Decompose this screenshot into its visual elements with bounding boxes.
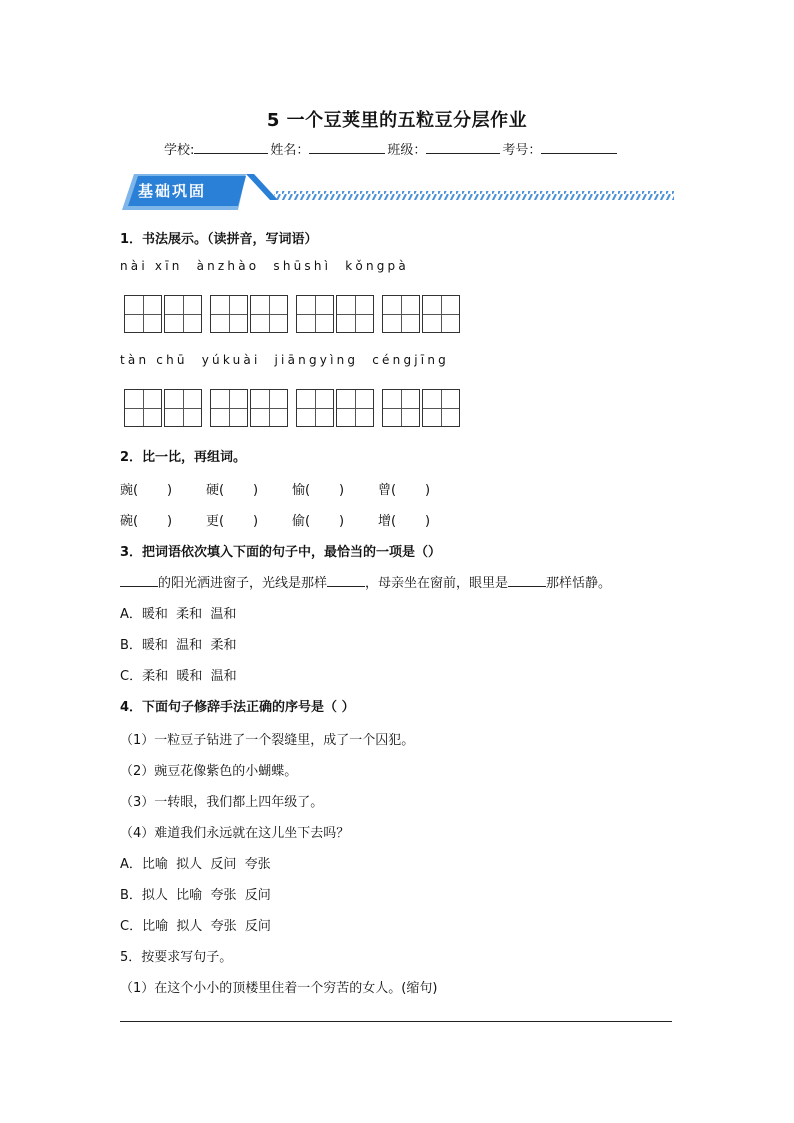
tianzige-group <box>124 295 204 333</box>
tianzige-cell[interactable] <box>164 389 202 427</box>
tianzige-cell[interactable] <box>296 295 334 333</box>
q4-item-1: （1）一粒豆子钻进了一个裂缝里，成了一个囚犯。 <box>120 733 415 748</box>
q2-prompt: 2．比一比，再组词。 <box>120 450 247 465</box>
q2-item: 豌( ) <box>120 483 173 498</box>
q1-pinyin-row-2: tàn chū yúkuài jiāngyìng céngjīng <box>120 353 449 367</box>
q2-item: 更( ) <box>206 514 259 529</box>
q2-item: 曾( ) <box>378 483 431 498</box>
tianzige-cell[interactable] <box>336 389 374 427</box>
q4-option-c[interactable]: C．比喻 拟人 夸张 反问 <box>120 919 271 934</box>
q4-item-3: （3）一转眼，我们都上四年级了。 <box>120 795 324 810</box>
q4-option-a[interactable]: A．比喻 拟人 反问 夸张 <box>120 857 271 872</box>
q1-prompt: 1．书法展示。（读拼音，写词语） <box>120 232 318 247</box>
q5-item-1: （1）在这个小小的顶楼里住着一个穷苦的女人。(缩句) <box>120 981 438 996</box>
tianzige-cell[interactable] <box>124 295 162 333</box>
tianzige-cell[interactable] <box>250 295 288 333</box>
name-field[interactable] <box>309 139 385 154</box>
q3-sentence-part: 的阳光洒进窗子，光线是那样 <box>158 576 328 591</box>
q3-sentence-part: 那样恬静。 <box>546 576 612 591</box>
tianzige-group <box>382 295 462 333</box>
q4-prompt: 4．下面句子修辞手法正确的序号是（ ） <box>120 700 355 715</box>
q3-sentence <box>120 572 611 591</box>
q4-option-b[interactable]: B．拟人 比喻 夸张 反问 <box>120 888 271 903</box>
blank-line[interactable] <box>508 573 546 587</box>
q2-item: 偷( ) <box>292 514 345 529</box>
tianzige-cell[interactable] <box>382 295 420 333</box>
class-label: 班级： <box>387 143 427 158</box>
page-title: 5 一个豆荚里的五粒豆分层作业 <box>266 110 528 131</box>
tianzige-cell[interactable] <box>382 389 420 427</box>
tianzige-cell[interactable] <box>164 295 202 333</box>
tianzige-group <box>210 295 290 333</box>
tianzige-group <box>296 295 376 333</box>
tianzige-cell[interactable] <box>422 295 460 333</box>
q2-row-2 <box>120 510 464 529</box>
class-field[interactable] <box>426 139 500 154</box>
name-label: 姓名： <box>270 143 310 158</box>
tianzige-group <box>296 389 376 427</box>
tianzige-cell[interactable] <box>296 389 334 427</box>
exam-no-label: 考号： <box>502 143 542 158</box>
q2-item: 碗( ) <box>120 514 173 529</box>
q4-item-4: （4）难道我们永远就在这儿坐下去吗？ <box>120 826 350 841</box>
q3-prompt: 3．把词语依次填入下面的句子中，最恰当的一项是（） <box>120 545 442 560</box>
tianzige-cell[interactable] <box>124 389 162 427</box>
q3-option-c[interactable]: C．柔和 暖和 温和 <box>120 669 237 684</box>
answer-line[interactable] <box>120 1021 672 1022</box>
tianzige-cell[interactable] <box>336 295 374 333</box>
blank-line[interactable] <box>327 573 365 587</box>
tianzige-group <box>210 389 290 427</box>
q3-option-b[interactable]: B．暖和 温和 柔和 <box>120 638 237 653</box>
school-label: 学校: <box>164 143 195 158</box>
q2-row-1 <box>120 479 464 498</box>
q3-sentence-part: ，母亲坐在窗前，眼里是 <box>365 576 509 591</box>
section-banner-label: 基础巩固 <box>138 182 207 200</box>
q2-item: 硬( ) <box>206 483 259 498</box>
exam-no-field[interactable] <box>541 139 617 154</box>
q2-item: 增( ) <box>378 514 431 529</box>
tianzige-cell[interactable] <box>210 389 248 427</box>
tianzige-cell[interactable] <box>210 295 248 333</box>
q5-prompt: 5．按要求写句子。 <box>120 950 233 965</box>
q2-item: 愉( ) <box>292 483 345 498</box>
tianzige-group <box>382 389 462 427</box>
school-field[interactable] <box>194 139 268 154</box>
section-banner <box>120 170 676 214</box>
student-info-row <box>164 139 619 158</box>
q1-pinyin-row-1: nài xīn ànzhào shūshì kǒngpà <box>120 259 409 273</box>
tianzige-cell[interactable] <box>250 389 288 427</box>
q4-item-2: （2）豌豆花像紫色的小蝴蝶。 <box>120 764 298 779</box>
tianzige-cell[interactable] <box>422 389 460 427</box>
tianzige-group <box>124 389 204 427</box>
blank-line[interactable] <box>120 573 158 587</box>
q3-option-a[interactable]: A．暖和 柔和 温和 <box>120 607 237 622</box>
